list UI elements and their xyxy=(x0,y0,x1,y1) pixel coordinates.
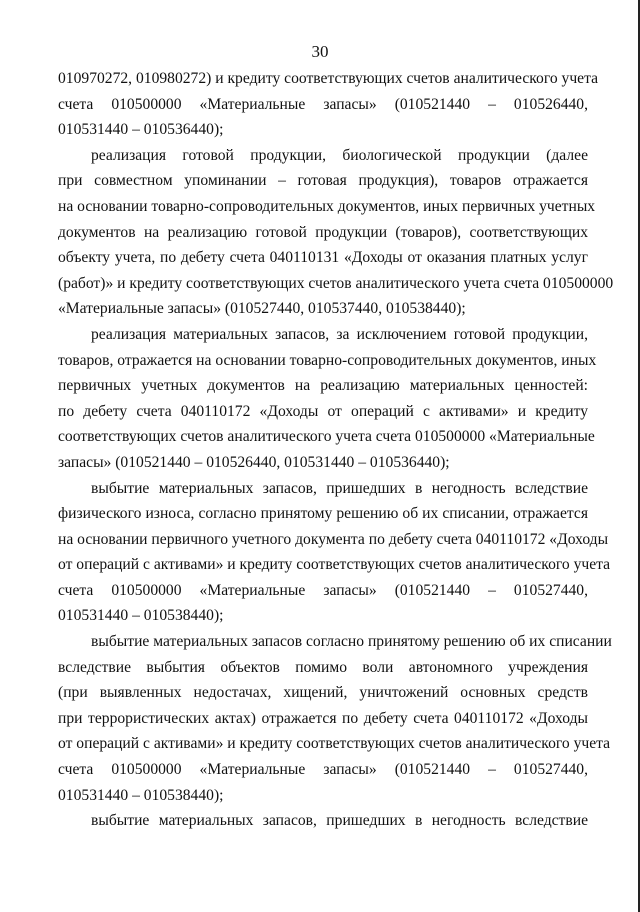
text-line: от операций с активами» и кредиту соответствующих счетов аналитического учета xyxy=(58,556,611,574)
text-line: вследствие выбытия объектов помимо воли автономного учреждения xyxy=(58,658,588,676)
text-line: запасы» (010521440 – 010526440, 010531440 – 010536440); xyxy=(58,453,450,471)
text-line: при совместном упоминании – готовая продукция), товаров отражается xyxy=(58,172,588,190)
text-line: 010531440 – 010538440); xyxy=(58,607,224,625)
text-line: 010970272, 010980272) и кредиту соответствующих счетов аналитического учета xyxy=(58,70,599,87)
page-number: 30 xyxy=(311,42,329,61)
text-line: от операций с активами» и кредиту соответствующих счетов аналитического учета xyxy=(58,735,611,753)
text-line: реализация готовой продукции, биологической продукции (далее xyxy=(91,146,588,164)
text-line: реализация материальных запасов, за исключением готовой продукции, xyxy=(91,325,588,343)
text-line: выбытие материальных запасов, пришедших в негодность вследствие xyxy=(91,812,588,830)
text-line: счета 010500000 «Материальные запасы» (010521440 – 010526440, xyxy=(58,95,588,113)
text-line: выбытие материальных запасов согласно принятому решению об их списании xyxy=(91,633,612,651)
text-line: (работ)» и кредиту соответствующих счетов аналитического учета счета 010500000 xyxy=(58,274,614,292)
text-line: при террористических актах) отражается по дебету счета 040110172 «Доходы xyxy=(58,709,588,727)
text-line: 010531440 – 010536440); xyxy=(58,121,224,139)
text-line: на основании товарно-сопроводительных документов, иных первичных учетных xyxy=(58,197,596,215)
text-line: товаров, отражается на основании товарно-сопроводительных документов, иных xyxy=(58,351,597,369)
text-line: соответствующих счетов аналитического учета счета 010500000 «Материальные xyxy=(58,428,595,446)
text-line: выбытие материальных запасов, пришедших в негодность вследствие xyxy=(91,479,588,497)
text-line: физического износа, согласно принятому решению об их списании, отражается xyxy=(58,505,588,523)
text-line: по дебету счета 040110172 «Доходы от операций с активами» и кредиту xyxy=(58,402,588,420)
text-line: «Материальные запасы» (010527440, 010537440, 010538440); xyxy=(58,300,466,318)
text-line: первичных учетных документов на реализацию материальных ценностей: xyxy=(58,377,588,395)
text-line: (при выявленных недостачах, хищений, уничтожений основных средств xyxy=(58,684,588,702)
text-line: документов на реализацию готовой продукции (товаров), соответствующих xyxy=(58,223,588,241)
text-line: 010531440 – 010538440); xyxy=(58,786,224,804)
text-line: на основании первичного учетного документа по дебету счета 040110172 «Доходы xyxy=(58,530,609,548)
text-line: счета 010500000 «Материальные запасы» (010521440 – 010527440, xyxy=(58,761,588,779)
text-line: объекту учета, по дебету счета 040110131 «Доходы от оказания платных услуг xyxy=(58,249,588,267)
body-text xyxy=(58,66,614,834)
text-line: счета 010500000 «Материальные запасы» (010521440 – 010527440, xyxy=(58,581,588,599)
